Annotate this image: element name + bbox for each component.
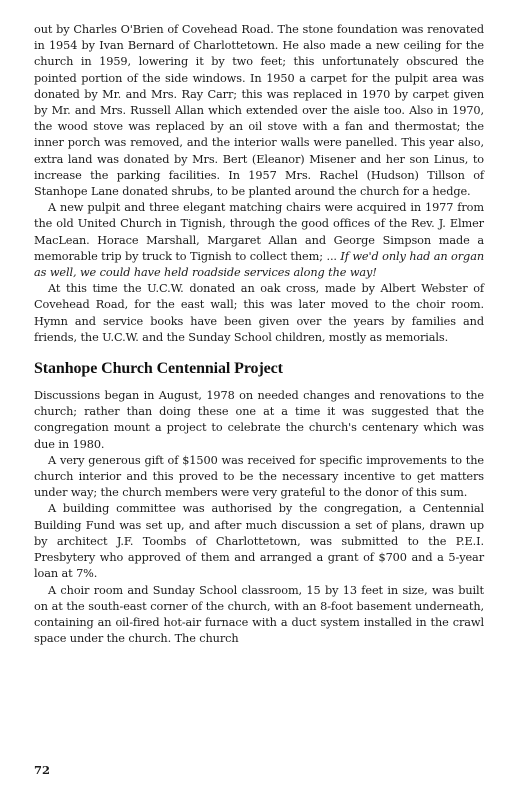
paragraph-gift: A very generous gift of $1500 was received for specific improvements to the church interior and this proved to be the necessary incentive to get matters under way; the church members were very grateful to the donor of this sum.: [34, 453, 484, 500]
page-number: 72: [34, 763, 51, 777]
paragraph-discussions: Discussions began in August, 1978 on needed changes and renovations to the church; rather than doing these one at a time it was suggested that the congregation mount a project to celebrate the church's centenary which was due in 1980.: [34, 389, 484, 451]
page-body: [34, 22, 484, 647]
paragraph-choir-room: A choir room and Sunday School classroom, 15 by 13 feet in size, was built on at the south-east corner of the church, with an 8-foot basement underneath, containing an oil-fired hot-air furnace with a duct system installed in the crawl space under the church. The church: [34, 583, 484, 646]
paragraph-renovations: out by Charles O'Brien of Covehead Road. The stone foundation was renovated in 1954 by Ivan Bernard of Charlottetown. He also made a new ceiling for the church in 1959, lowering it by two feet; this unfortunately obscured the pointed portion of the side windows. In 1950 a carpet for the pulpit area was donated by Mr. and Mrs. Ray Carr; this was replaced in 1970 by carpet given by Mr. and Mrs. Russell Allan which extended over the aisle too. Also in 1970, the wood stove was replaced by an oil stove with a fan and thermostat; the inner porch was removed, and the interior walls were panelled. This year also, extra land was donated by Mrs. Bert (Eleanor) Misener and her son Linus, to increase the parking facilities. In 1957 Mrs. Rachel (Hudson) Tillson of Stanhope Lane donated shrubs, to be planted around the church for a hedge.: [34, 23, 484, 199]
paragraph-pulpit: [34, 200, 484, 281]
section-heading: Stanhope Church Centennial Project: [34, 360, 283, 378]
paragraph-pulpit-text: A new pulpit and three elegant matching chairs were acquired in 1977 from the old United Church in Tignish, through the good offices of the Rev. J. Elmer MacLean. Horace Marshall, Margaret Allan and George Simpson made a memorable trip by truck to Tignish to collect them; ...: [34, 201, 484, 263]
paragraph-oak-cross: At this time the U.C.W. donated an oak cross, made by Albert Webster of Covehead Road, for the east wall; this was later moved to the choir room. Hymn and service books have been given over the years by families and friends, the U.C.W. and the Sunday School children, mostly as memorials.: [34, 282, 484, 344]
paragraph-building-committee: A building committee was authorised by the congregation, a Centennial Building Fund was set up, and after much discussion a set of plans, drawn up by architect J.F. Toombs of Charlottetown, was submitted to the P.E.I. Presbytery who approved of them and arranged a grant of $700 and a 5-year loan at 7%.: [34, 502, 484, 581]
paragraph-pulpit-italic: If we'd only had an organ as well, we could have held roadside services along the way!: [34, 249, 485, 280]
